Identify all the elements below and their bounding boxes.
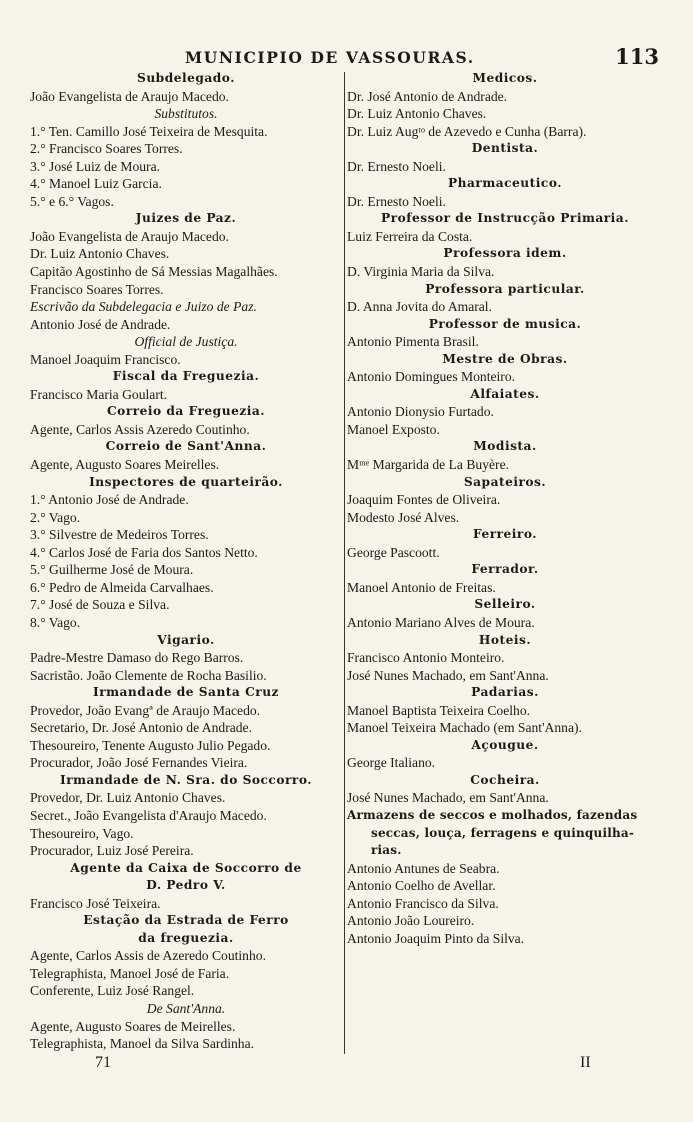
column-divider (344, 72, 345, 1054)
section-heading: Cocheira. (470, 772, 540, 787)
entry-line: Antonio Domingues Monteiro. (347, 369, 516, 385)
entry-line: Padre-Mestre Damaso do Rego Barros. (30, 650, 244, 666)
entry-line: Manoel Joaquim Francisco. (30, 351, 181, 367)
section-heading: Ferreiro. (472, 527, 538, 542)
entry-line: 4.° Manoel Luiz Garcia. (30, 176, 162, 192)
section-heading: Alfaiates. (470, 386, 540, 401)
entry-line: Francisco Antonio Monteiro. (347, 650, 505, 666)
entry-line: Francisco Maria Goulart. (30, 386, 168, 402)
entry-line: 2.° Vago. (30, 509, 81, 525)
entry-line: Telegraphista, Manoel da Silva Sardinha. (30, 1036, 255, 1052)
entry-line: Secretario, Dr. José Antonio de Andrade. (30, 720, 252, 736)
entry-line: Agente, Augusto Soares de Meirelles. (30, 1018, 236, 1034)
entry-line: Telegraphista, Manoel José de Faria. (30, 965, 230, 981)
entry-line: Antonio Pimenta Brasil. (347, 334, 479, 350)
entry-line: Procurador, João José Fernandes Vieira. (30, 755, 248, 771)
section-heading: Professor de Instrucção Primaria. (381, 211, 629, 226)
entry-line: Conferente, Luiz José Rangel. (30, 983, 195, 999)
entry-line: Modesto José Alves. (347, 509, 460, 525)
entry-line: Sacristão. João Clemente de Rocha Basilio. (30, 667, 267, 683)
section-heading: Agente da Caixa de Soccorro de (70, 860, 302, 875)
section-heading: Correio da Freguezia. (106, 404, 266, 419)
section-heading: Padarias. (471, 685, 539, 700)
section-heading: Dentista. (471, 141, 539, 156)
section-heading: Pharmaceutico. (447, 176, 562, 191)
entry-line: Dr. José Antonio de Andrade. (347, 88, 508, 104)
section-heading: Professora particular. (425, 281, 585, 296)
section-heading: Mestre de Obras. (442, 351, 568, 366)
signature-mark: 71 (95, 1054, 111, 1071)
entry-line: 6.° Pedro de Almeida Carvalhaes. (30, 579, 214, 595)
entry-line: George Italiano. (347, 755, 436, 771)
entry-line: Dr. Luiz Augᵗᵒ de Azevedo e Cunha (Barra). (347, 123, 587, 139)
entry-line: Antonio Mariano Alves de Moura. (347, 614, 535, 630)
entry-line: José Nunes Machado, em Sant'Anna. (347, 667, 549, 683)
entry-line: Agente, Carlos Assis Azeredo Coutinho. (30, 421, 250, 437)
entry-line: João Evangelista de Araujo Macedo. (30, 228, 229, 244)
section-heading: Estação da Estrada de Ferro (83, 913, 289, 928)
section-heading: Selleiro. (474, 597, 536, 612)
entry-line: 1.° Antonio José de Andrade. (30, 492, 189, 508)
entry-line: 7.° José de Souza e Silva. (30, 597, 170, 613)
entry-line: João Evangelista de Araujo Macedo. (30, 88, 229, 104)
entry-line: Manoel Antonio de Freitas. (347, 579, 496, 595)
entry-line: Francisco Soares Torres. (30, 281, 164, 297)
section-heading: Inspectores de quarteirão. (89, 474, 283, 489)
left-column (30, 70, 342, 1053)
section-heading: Açougue. (471, 737, 539, 752)
section-heading: Correio de Sant'Anna. (105, 439, 267, 454)
entry-line: Procurador, Luiz José Pereira. (30, 843, 194, 859)
entry-line: Antonio Dionysio Furtado. (347, 404, 494, 420)
entry-line: Antonio Coelho de Avellar. (347, 878, 496, 894)
entry-line: D. Virginia Maria da Silva. (347, 264, 495, 280)
entry-line: Manoel Teixeira Machado (em Sant'Anna). (347, 720, 582, 736)
subsection-heading: Substitutos. (154, 106, 218, 122)
entry-line: 5.° e 6.° Vagos. (30, 193, 114, 209)
section-heading: Professor de musica. (428, 316, 582, 331)
section-heading: Subdelegado. (137, 71, 235, 85)
subsection-heading: Escrivão da Subdelegacia e Juizo de Paz. (30, 299, 257, 315)
entry-line: 3.° Silvestre de Medeiros Torres. (30, 527, 209, 543)
gathering-mark: II (580, 1054, 591, 1071)
entry-line: Antonio Francisco da Silva. (347, 895, 499, 911)
entry-line: Capitão Agostinho de Sá Messias Magalhães. (30, 264, 278, 280)
entry-line: 3.° José Luiz de Moura. (30, 158, 161, 174)
entry-line: D. Anna Jovita do Amaral. (347, 299, 492, 315)
entry-line: Agente, Carlos Assis de Azeredo Coutinho. (30, 948, 266, 964)
entry-line: 1.° Ten. Camillo José Teixeira de Mesquita. (30, 123, 268, 139)
entry-line: Antonio José de Andrade. (30, 316, 171, 332)
section-heading: Modista. (473, 439, 537, 454)
entry-line: Secret., João Evangelista d'Araujo Macedo. (30, 807, 267, 823)
entry-line: Mᵐᵉ Margarida de La Buyère. (347, 457, 509, 473)
entry-line: Dr. Ernesto Noeli. (347, 158, 446, 174)
section-heading: Professora idem. (443, 246, 567, 261)
section-heading: da freguezia. (138, 930, 234, 945)
subsection-heading: Official de Justiça. (134, 334, 238, 350)
section-heading: Hoteis. (478, 632, 532, 647)
section-heading: Ferrador. (471, 562, 539, 577)
section-heading: D. Pedro V. (146, 878, 226, 893)
section-heading: Fiscal da Freguezia. (112, 369, 260, 384)
entry-line: George Pascoott. (347, 544, 440, 560)
entry-line: Francisco José Teixeira. (30, 895, 161, 911)
entry-line: Dr. Ernesto Noeli. (347, 193, 446, 209)
section-heading: Vigario. (157, 632, 215, 647)
entry-line: Thesoureiro, Vago. (30, 825, 134, 841)
entry-line: Agente, Augusto Soares Meirelles. (30, 457, 220, 473)
entry-line: Luiz Ferreira da Costa. (347, 228, 473, 244)
section-heading: Irmandade de Santa Cruz (93, 685, 279, 700)
entry-line: Provedor, Dr. Luiz Antonio Chaves. (30, 790, 226, 806)
page-title: MUNICIPIO DE VASSOURAS. (185, 48, 475, 67)
entry-line: 4.° Carlos José de Faria dos Santos Netto. (30, 544, 258, 560)
section-heading: Irmandade de N. Sra. do Soccorro. (60, 772, 312, 787)
section-heading: Armazens de seccos e molhados, fazendas (347, 807, 638, 822)
section-heading: Sapateiros. (463, 474, 547, 489)
entry-line: 8.° Vago. (30, 614, 81, 630)
entry-line: 2.° Francisco Soares Torres. (30, 141, 183, 157)
section-heading: Juizes de Paz. (135, 211, 237, 226)
subsection-heading: De Sant'Anna. (146, 1000, 226, 1016)
entry-line: Antonio Antunes de Seabra. (347, 860, 500, 876)
right-column (347, 70, 663, 947)
section-heading: rias. (371, 843, 402, 858)
entry-line: Manoel Baptista Teixeira Coelho. (347, 702, 531, 718)
page-number: 113 (615, 44, 659, 69)
entry-line: Provedor, João Evangª de Araujo Macedo. (30, 702, 261, 718)
section-heading: seccas, louça, ferragens e quinquilha- (371, 825, 635, 840)
entry-line: Dr. Luiz Antonio Chaves. (30, 246, 170, 262)
section-heading: Medicos. (472, 71, 538, 85)
entry-line: 5.° Guilherme José de Moura. (30, 562, 194, 578)
entry-line: Thesoureiro, Tenente Augusto Julio Pegado. (30, 737, 271, 753)
entry-line: Antonio João Loureiro. (347, 913, 475, 929)
entry-line: Joaquim Fontes de Oliveira. (347, 492, 501, 508)
entry-line: Dr. Luiz Antonio Chaves. (347, 106, 487, 122)
entry-line: Manoel Exposto. (347, 421, 440, 437)
entry-line: Antonio Joaquim Pinto da Silva. (347, 930, 525, 946)
entry-line: José Nunes Machado, em Sant'Anna. (347, 790, 549, 806)
